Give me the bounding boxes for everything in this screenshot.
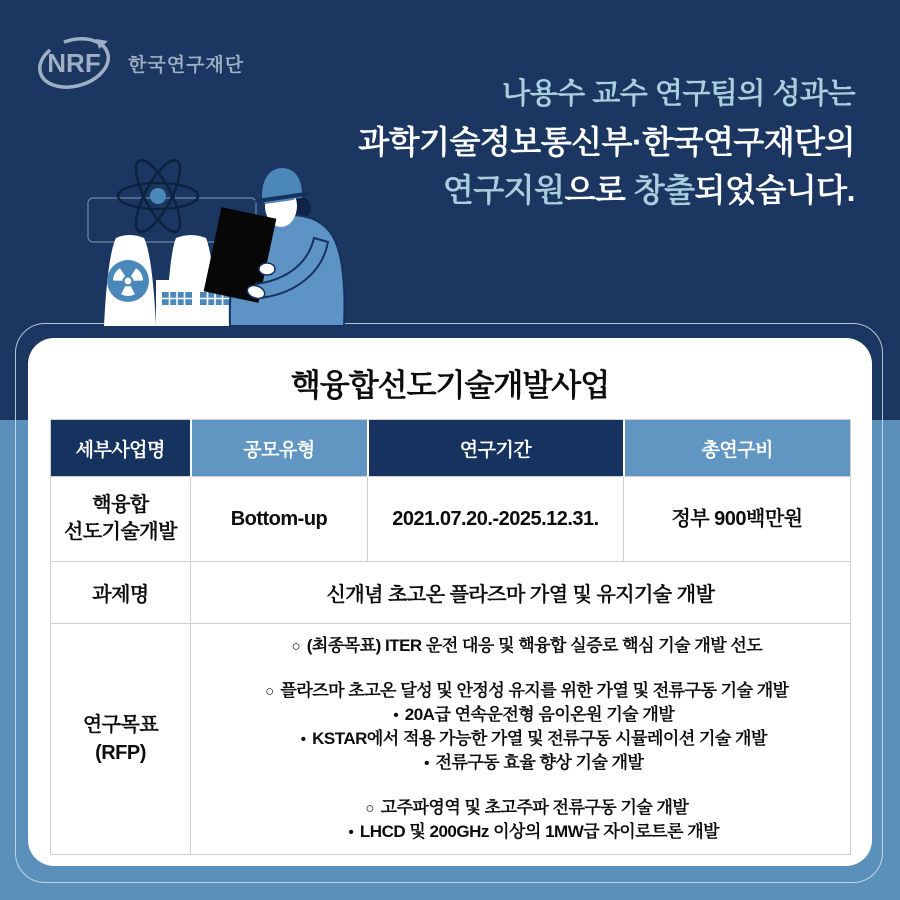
task-value-cell: 신개념 초고온 플라즈마 가열 및 유지기술 개발	[191, 562, 851, 624]
program-card	[28, 338, 872, 866]
header-detail-program: 세부사업명	[51, 420, 191, 477]
goal-item	[203, 703, 844, 727]
goal-spacer	[203, 658, 844, 679]
logo-org-name: 한국연구재단	[128, 54, 245, 76]
task-label-cell: 과제명	[51, 562, 191, 624]
radiation-icon	[107, 260, 149, 302]
header-offer-type: 공모유형	[191, 420, 368, 477]
goal-item	[203, 634, 844, 658]
table-row	[51, 562, 851, 624]
nrf-logo	[34, 32, 334, 94]
goal-content-cell	[191, 624, 851, 855]
goal-item-text: 20A급 연속운전형 음이온원 기술 개발	[404, 705, 675, 724]
nrf-logo-mark	[34, 32, 118, 94]
headline-line3-part: 창출	[633, 172, 695, 208]
table-row	[51, 624, 851, 855]
table-row	[51, 477, 851, 562]
goal-item	[203, 751, 844, 775]
headline	[358, 70, 855, 214]
goal-label-line1: 연구목표	[82, 714, 159, 736]
headline-line3-part: 연구지원	[442, 172, 565, 208]
dot-bullet-icon: •	[424, 755, 429, 772]
dot-bullet-icon: •	[393, 707, 399, 724]
dot-bullet-icon: •	[300, 731, 306, 748]
program-name-cell	[51, 477, 191, 562]
offer-type-cell: Bottom-up	[191, 477, 368, 562]
dot-bullet-icon: •	[348, 824, 354, 841]
goal-label-line2: (RFP)	[95, 742, 146, 764]
goal-item	[203, 820, 844, 844]
goal-item-text: 고주파영역 및 초고주파 전류구동 기술 개발	[380, 798, 689, 817]
nuclear-plant-illustration	[60, 150, 360, 326]
goal-item	[203, 796, 844, 820]
period-cell: 2021.07.20.-2025.12.31.	[368, 477, 624, 562]
headline-line1: 나용수 교수 연구팀의 성과는	[502, 78, 855, 110]
goal-item-text: LHCD 및 200GHz 이상의 1MW급 자이로트론 개발	[359, 822, 720, 841]
goal-item-text: 전류구동 효율 향상 기술 개발	[435, 753, 644, 772]
goal-label-cell	[51, 624, 191, 855]
header-total-budget: 총연구비	[624, 420, 851, 477]
headline-line3-part: 으로	[564, 172, 634, 208]
goal-item-text: KSTAR에서 적용 가능한 가열 및 전류구동 시뮬레이션 기술 개발	[312, 729, 767, 748]
card-title: 핵융합선도기술개발사업	[290, 368, 610, 403]
headline-line3	[358, 166, 855, 214]
program-info-table	[50, 419, 851, 855]
budget-cell: 정부 900백만원	[624, 477, 851, 562]
goal-item-text: (최종목표) ITER 운전 대응 및 핵융합 실증로 핵심 기술 개발 선도	[306, 636, 763, 655]
circle-bullet-icon: ○	[365, 800, 374, 817]
goal-spacer	[203, 775, 844, 796]
program-name-line1: 핵융합	[92, 494, 149, 516]
atom-icon	[118, 155, 198, 238]
goal-item	[203, 727, 844, 751]
header-research-period: 연구기간	[368, 420, 624, 477]
headline-line2: 과학기술정보통신부·한국연구재단의	[358, 124, 855, 160]
table-header-row	[51, 420, 851, 477]
circle-bullet-icon: ○	[291, 638, 301, 655]
goal-item-text: 플라즈마 초고온 달성 및 안정성 유지를 위한 가열 및 전류구동 기술 개발	[280, 681, 789, 700]
circle-bullet-icon: ○	[265, 683, 274, 700]
hand	[259, 263, 275, 275]
logo-monogram: NRF	[47, 48, 101, 78]
headline-line3-part: 되었습니다.	[694, 172, 855, 208]
goal-item	[203, 679, 844, 703]
program-name-line2: 선도기술개발	[64, 521, 177, 543]
